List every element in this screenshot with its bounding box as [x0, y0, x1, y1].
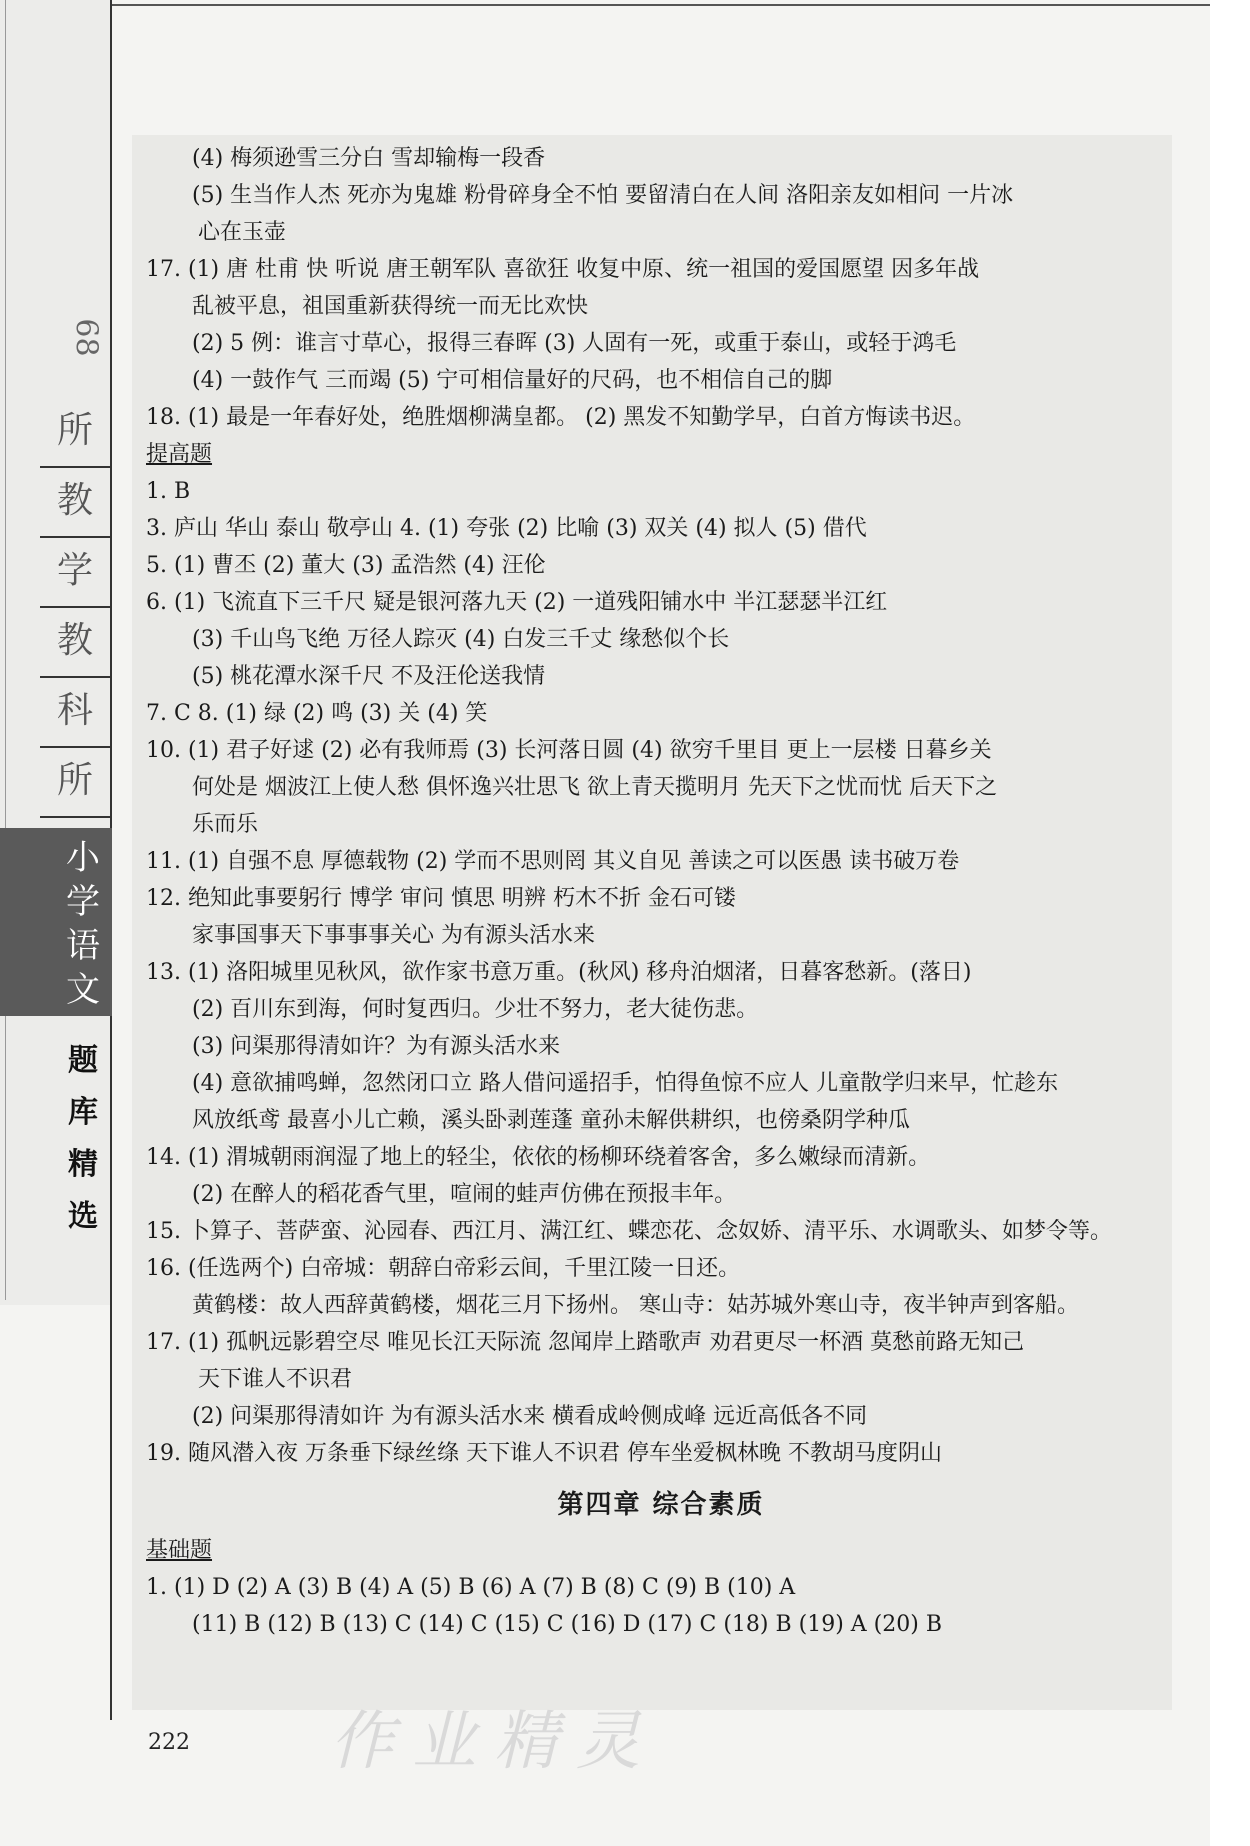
answer-line: (2) 问渠那得清如许 为有源头活水来 横看成岭侧成峰 远近高低各不同: [192, 1404, 868, 1429]
answer-line: 1. B: [146, 479, 191, 504]
page-edge: [1210, 0, 1250, 1846]
chapter-title: 第四章 综合素质: [557, 1490, 765, 1520]
answer-line: 17. (1) 唐 杜甫 快 听说 唐王朝军队 喜欲狂 收复中原、统一祖国的爱国愿望 因多年战: [146, 257, 980, 282]
subject-char: 小: [66, 838, 100, 878]
answer-line: 11. (1) 自强不息 厚德载物 (2) 学而不思则罔 其义自见 善读之可以医愚 读书破万卷: [146, 849, 960, 874]
sidebar-char: 学: [40, 536, 110, 608]
answer-line: 3. 庐山 华山 泰山 敬亭山 4. (1) 夸张 (2) 比喻 (3) 双关 (4) 拟人 (5) 借代: [146, 516, 867, 541]
subject-char: 语: [66, 926, 100, 966]
answer-line: 6. (1) 飞流直下三千尺 疑是银河落九天 (2) 一道残阳铺水中 半江瑟瑟半江红: [146, 590, 888, 615]
answer-line: 黄鹤楼：故人西辞黄鹤楼，烟花三月下扬州。 寒山寺：姑苏城外寒山寺，夜半钟声到客船。: [192, 1293, 1079, 1318]
sidebar-char: 教: [40, 606, 110, 678]
answer-line: (2) 5 例：谁言寸草心，报得三春晖 (3) 人固有一死，或重于泰山，或轻于鸿毛: [192, 331, 957, 356]
answer-line: (3) 问渠那得清如许？为有源头活水来: [192, 1034, 561, 1059]
answer-line: 心在玉壶: [198, 220, 287, 245]
answer-line: 14. (1) 渭城朝雨润湿了地上的轻尘，依依的杨柳环绕着客舍，多么嫩绿而清新。: [146, 1145, 931, 1170]
answer-line: (2) 在醉人的稻花香气里，喧闹的蛙声仿佛在预报丰年。: [192, 1182, 737, 1207]
answer-lines: [146, 140, 1176, 1472]
top-rule: [112, 4, 1210, 6]
answer-line: (4) 梅须逊雪三分白 雪却输梅一段香: [192, 146, 546, 171]
sidebar-char: 所: [40, 746, 110, 818]
answer-line: 家事国事天下事事事关心 为有源头活水来: [192, 923, 595, 948]
answer-line: 天下谁人不识君: [198, 1367, 353, 1392]
answer-line: 16. (任选两个) 白帝城：朝辞白帝彩云间，千里江陵一日还。: [146, 1256, 741, 1281]
sidebar-number: 68: [68, 318, 104, 357]
sidebar-char: 所: [40, 396, 110, 468]
answer-line: (5) 桃花潭水深千尺 不及汪伦送我情: [192, 664, 546, 689]
answer-line: 1. (1) D (2) A (3) B (4) A (5) B (6) A (7) B (8) C (9) B (10) A: [146, 1575, 796, 1600]
watermark: 作业精灵: [330, 1705, 658, 1779]
basic-answer-lines: [146, 1569, 1176, 1643]
page-number: 222: [148, 1730, 190, 1755]
answer-line: 7. C 8. (1) 绿 (2) 鸣 (3) 关 (4) 笑: [146, 701, 488, 726]
answer-line: 19. 随风潜入夜 万条垂下绿丝绦 天下谁人不识君 停车坐爱枫林晚 不教胡马度阴山: [146, 1441, 942, 1466]
answer-line: 13. (1) 洛阳城里见秋风，欲作家书意万重。(秋风) 移舟泊烟渚，日暮客愁新。(落日): [146, 960, 972, 985]
answer-line: 17. (1) 孤帆远影碧空尽 唯见长江天际流 忽闻岸上踏歌声 劝君更尽一杯酒 莫愁前路无知己: [146, 1330, 1025, 1355]
answer-line: 18. (1) 最是一年春好处，绝胜烟柳满皇都。 (2) 黑发不知勤学早，白首方悔读书迟。: [146, 405, 976, 430]
answer-line: 15. 卜算子、菩萨蛮、沁园春、西江月、满江红、蝶恋花、念奴娇、清平乐、水调歌头、如梦令等。: [146, 1219, 1112, 1244]
answer-line: (5) 生当作人杰 死亦为鬼雄 粉骨碎身全不怕 要留清白在人间 洛阳亲友如相问 一片冰: [192, 183, 1014, 208]
book-title-char: 库: [68, 1095, 98, 1130]
answer-line: 风放纸鸢 最喜小儿亡赖，溪头卧剥莲蓬 童孙未解供耕织，也傍桑阴学种瓜: [192, 1108, 910, 1133]
answer-content: [146, 140, 1176, 1643]
section-heading: 提高题: [146, 442, 213, 467]
sidebar-outer-rule: [5, 0, 6, 1300]
book-title-char: 题: [68, 1043, 98, 1078]
answer-line: (2) 百川东到海，何时复西归。少壮不努力，老大徒伤悲。: [192, 997, 759, 1022]
answer-line: 12. 绝知此事要躬行 博学 审问 慎思 明辨 朽木不折 金石可镂: [146, 886, 736, 911]
answer-line: (4) 意欲捕鸣蝉，忽然闭口立 路人借问遥招手，怕得鱼惊不应人 儿童散学归来早，忙趁东: [192, 1071, 1059, 1096]
answer-line: 10. (1) 君子好逑 (2) 必有我师焉 (3) 长河落日圆 (4) 欲穷千里目 更上一层楼 日暮乡关: [146, 738, 992, 763]
sidebar-char: 教: [40, 466, 110, 538]
answer-line: 5. (1) 曹丕 (2) 董大 (3) 孟浩然 (4) 汪伦: [146, 553, 546, 578]
book-title-char: 精: [68, 1147, 98, 1182]
answer-line: 乐而乐: [192, 812, 259, 837]
basic-heading: 基础题: [146, 1538, 213, 1563]
answer-line: (3) 千山鸟飞绝 万径人踪灭 (4) 白发三千丈 缘愁似个长: [192, 627, 730, 652]
subject-char: 学: [66, 882, 100, 922]
answer-line: (4) 一鼓作气 三而竭 (5) 宁可相信量好的尺码，也不相信自己的脚: [192, 368, 833, 393]
sidebar-char: 科: [40, 676, 110, 748]
subject-char: 文: [66, 970, 100, 1010]
book-title-char: 选: [68, 1199, 98, 1234]
answer-line: 何处是 烟波江上使人愁 俱怀逸兴壮思飞 欲上青天揽明月 先天下之忧而忧 后天下之: [192, 775, 997, 800]
answer-line: 乱被平息，祖国重新获得统一而无比欢快: [192, 294, 589, 319]
answer-line: (11) B (12) B (13) C (14) C (15) C (16) D (17) C (18) B (19) A (20) B: [192, 1612, 942, 1637]
